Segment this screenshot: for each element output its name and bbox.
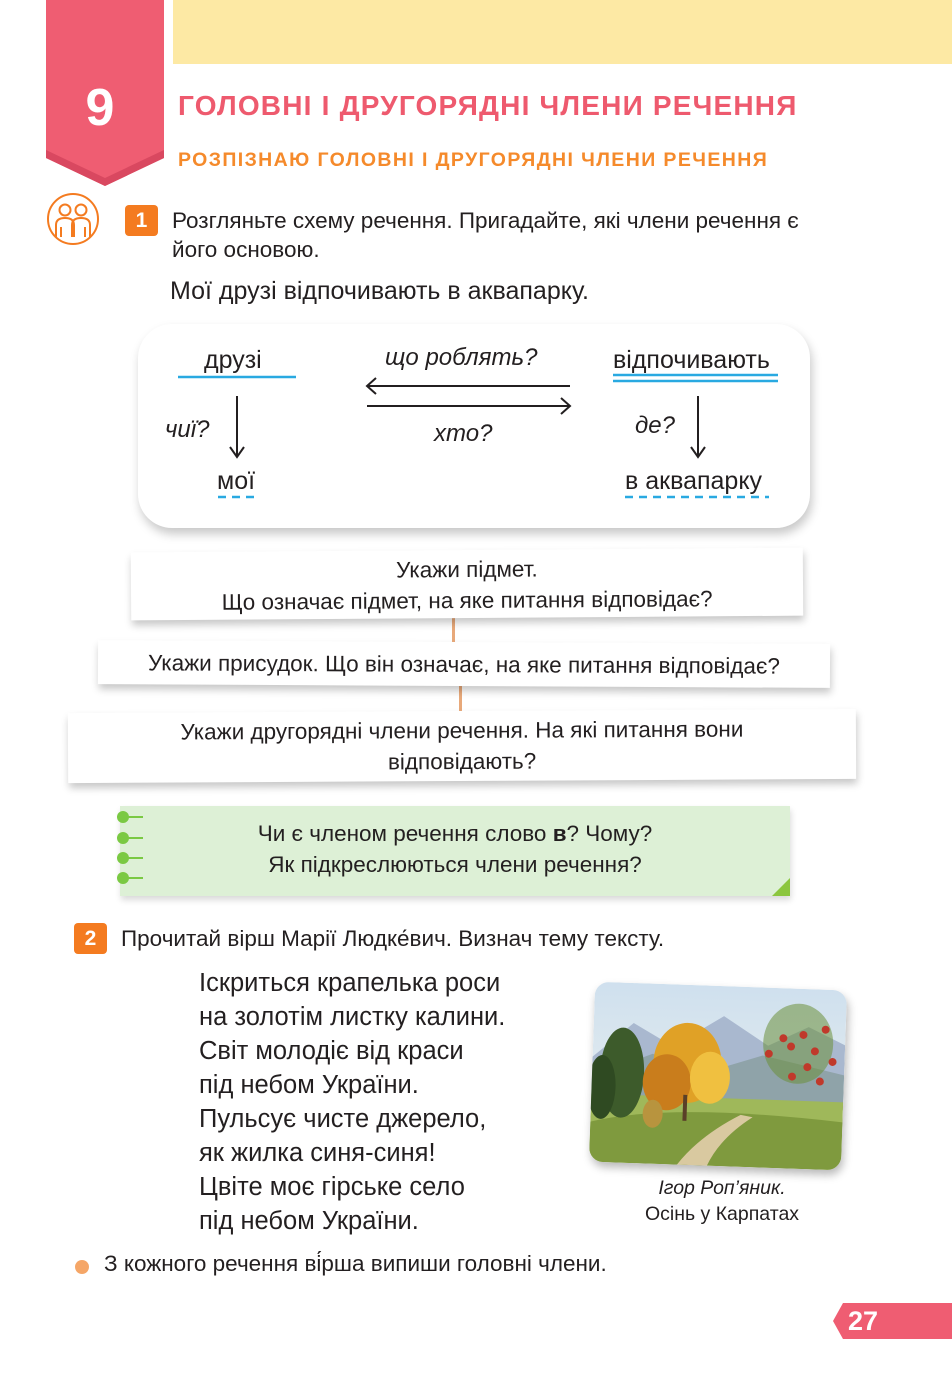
poem-line: Світ молодіє від краси: [199, 1037, 464, 1065]
top-color-band: [173, 0, 952, 64]
note-bead-icon: [116, 871, 144, 885]
lesson-number: 9: [85, 79, 115, 137]
note-bead-icon: [116, 851, 144, 865]
card-string-2: [459, 684, 462, 712]
scheme-predicate-modifier: в аквапарку: [625, 467, 763, 495]
card-subject-line1: Укажи підмет.: [396, 556, 538, 583]
poem-line: під небом України.: [199, 1207, 419, 1235]
page-subtitle: РОЗПІЗНАЮ ГОЛОВНІ І ДРУГОРЯДНІ ЧЛЕНИ РЕЧЕННЯ: [178, 149, 769, 171]
painting-caption-title: Осінь у Карпатах: [644, 1203, 800, 1225]
pair-work-icon: [46, 193, 102, 245]
scheme-predicate: відпочивають: [613, 346, 770, 374]
card-secondary-line2: відповідають?: [387, 748, 537, 775]
task1-instruction-line1: Розгляньте схему речення. Пригадайте, які члени речення є: [172, 208, 799, 233]
page-title: ГОЛОВНІ І ДРУГОРЯДНІ ЧЛЕНИ РЕЧЕННЯ: [178, 90, 798, 121]
note-bead-icon: [116, 831, 144, 845]
task2-instruction: Прочитай вірш Марії Людке́вич. Визнач тему тексту.: [121, 926, 665, 951]
scheme-subject: друзі: [204, 346, 262, 374]
question-card-subject: [131, 548, 803, 621]
card-string-1: [452, 616, 455, 644]
note-bead-icon: [116, 810, 144, 824]
note-line2: Як підкреслюються члени речення?: [268, 852, 642, 877]
poem-line: на золотім листку калини.: [199, 1003, 506, 1031]
card-predicate-line1: Укажи присудок. Що він означає, на яке питання відповідає?: [147, 650, 781, 679]
poem-line: Іскриться крапелька роси: [199, 969, 501, 997]
question-card-predicate: [98, 640, 830, 688]
scheme-question-forward: що роблять?: [385, 344, 538, 371]
note-line1: Чи є членом речення слово в? Чому?: [257, 821, 653, 846]
question-card-secondary: [68, 709, 856, 783]
bullet-icon: [75, 1260, 89, 1274]
sentence-scheme: [138, 324, 810, 528]
page-number: 27: [848, 1306, 879, 1336]
example-sentence: Мої друзі відпочивають в аквапарку.: [170, 277, 589, 305]
scheme-subject-modifier: мої: [217, 467, 256, 495]
autumn-painting-image: [589, 982, 847, 1171]
poem-line: як жилка синя-синя!: [199, 1139, 436, 1167]
poem-line: під небом України.: [199, 1071, 419, 1099]
bullet-task-text: З кожного речення ві́рша випиши головні члени.: [104, 1251, 607, 1276]
card-subject-line2: Що означає підмет, на яке питання відповідає?: [221, 586, 713, 615]
poem-line: Цвіте моє гірське село: [199, 1173, 465, 1201]
scheme-question-predicate-mod: де?: [635, 412, 675, 439]
task-number-badge: 2: [74, 923, 107, 954]
note-corner-fold: [772, 878, 790, 896]
card-secondary-line1: Укажи другорядні члени речення. На які питання вони: [180, 716, 744, 745]
scheme-question-subject-mod: чиї?: [165, 416, 210, 443]
scheme-question-back: хто?: [434, 420, 493, 447]
poem-line: Пульсує чисте джерело,: [199, 1105, 487, 1133]
painting-caption-author: Ігор Роп’яник.: [658, 1177, 786, 1199]
task-number-badge: 1: [125, 205, 158, 236]
note-card: [120, 806, 790, 896]
task1-instruction-line2: його основою.: [172, 237, 320, 262]
